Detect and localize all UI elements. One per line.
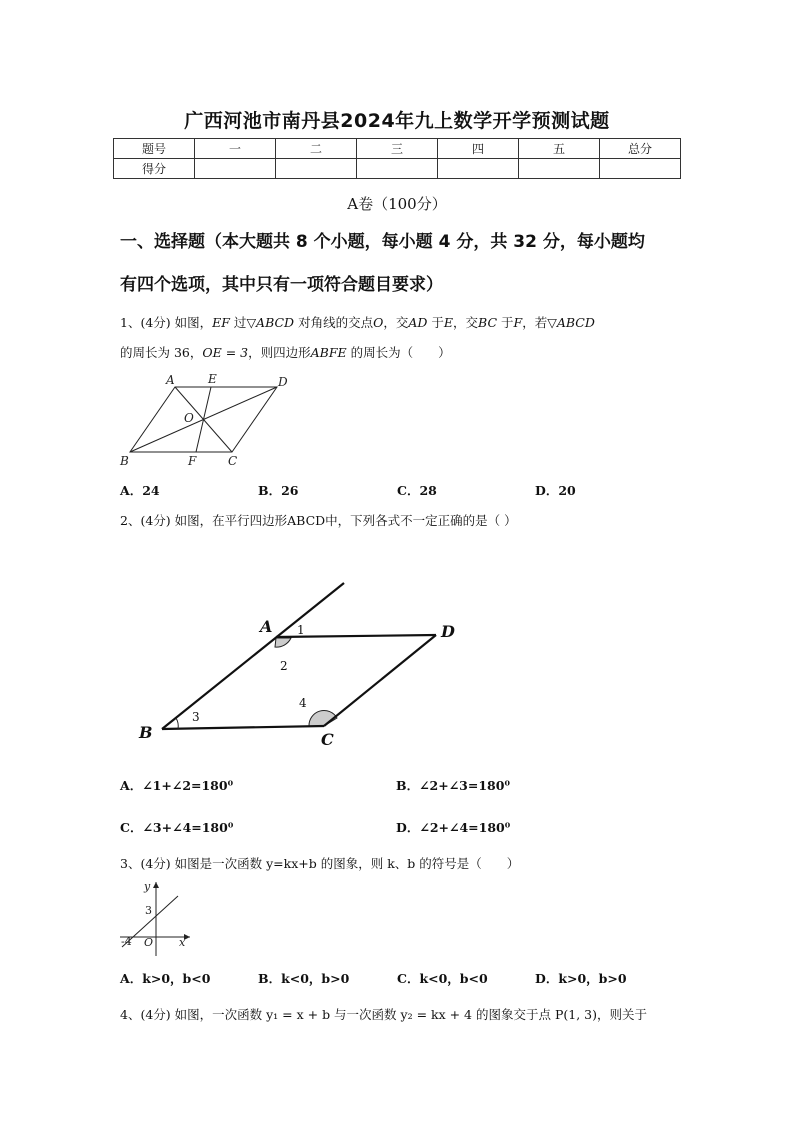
q2-label-c: C (321, 730, 334, 749)
q4-text: 4、(4分) 如图，一次函数 y₁ = x + b 与一次函数 y₂ = kx + 4 的图象交于点 P(1, 3)，则关于 (120, 1007, 647, 1022)
score-cell (438, 159, 519, 179)
q2-angle-1: 1 (297, 623, 305, 637)
score-row-label: 得分 (114, 159, 195, 179)
q3-intercept-3: 3 (145, 904, 152, 917)
score-header-cell: 二 (276, 139, 357, 159)
section-heading-line2: 有四个选项，其中只有一项符合题目要求） (120, 275, 443, 295)
score-header-cell: 四 (438, 139, 519, 159)
q3-option-a[interactable]: A．k>0，b<0 (120, 971, 211, 986)
q1-label-c: C (228, 454, 238, 468)
q1-label-d: D (278, 375, 288, 389)
q2-option-a[interactable]: A．∠1+∠2=180⁰ (120, 778, 234, 793)
q1-label-e: E (208, 372, 217, 386)
q2-angle-4: 4 (299, 696, 307, 710)
q2-label-d: D (441, 622, 455, 641)
q2-option-c[interactable]: C．∠3+∠4=180⁰ (120, 820, 234, 835)
score-cell (357, 159, 438, 179)
section-heading-line1: 一、选择题（本大题共 8 个小题，每小题 4 分，共 32 分，每小题均 (120, 232, 645, 252)
q1-line2: 的周长为 36，OE = 3，则四边形ABFE 的周长为（ ） (120, 345, 451, 360)
q1-option-c[interactable]: C．28 (397, 483, 437, 498)
q2-option-b[interactable]: B．∠2+∠3=180⁰ (396, 778, 510, 793)
score-table-score-row (114, 159, 681, 179)
q2-angle-3: 3 (192, 710, 200, 724)
q2-text: 2、(4分) 如图，在平行四边形ABCD中，下列各式不一定正确的是（ ） (120, 513, 517, 528)
score-header-cell: 五 (519, 139, 600, 159)
q2-label-b: B (139, 723, 153, 742)
page-title: 广西河池市南丹县2024年九上数学开学预测试题 (184, 110, 610, 132)
q1-label-f: F (188, 454, 197, 468)
q1-option-d[interactable]: D．20 (535, 483, 576, 498)
score-cell (600, 159, 681, 179)
q1-label-a: A (166, 373, 175, 387)
q1-label-b: B (120, 454, 129, 468)
q3-linear-graph-figure (118, 876, 198, 958)
score-header-cell: 一 (195, 139, 276, 159)
score-header-cell: 总分 (600, 139, 681, 159)
q2-label-a: A (260, 617, 273, 636)
q3-option-b[interactable]: B．k<0，b>0 (258, 971, 350, 986)
q1-option-b[interactable]: B．26 (258, 483, 299, 498)
score-table (113, 138, 681, 179)
q1-label-o: O (184, 411, 194, 425)
q2-parallelogram-figure (130, 575, 470, 755)
q1-option-a[interactable]: A．24 (120, 483, 160, 498)
q3-option-c[interactable]: C．k<0，b<0 (397, 971, 488, 986)
q2-option-d[interactable]: D．∠2+∠4=180⁰ (396, 820, 511, 835)
score-cell (195, 159, 276, 179)
q1-line1: 1、(4分) 如图，EF 过▽ABCD 对角线的交点O，交AD 于E，交BC 于F，若▽ABCD (120, 315, 595, 330)
q3-origin-o: O (144, 936, 154, 949)
score-header-cell: 题号 (114, 139, 195, 159)
paper-part-heading: A卷（100分） (347, 195, 447, 213)
q3-text: 3、(4分) 如图是一次函数 y=kx+b 的图象，则 k、b 的符号是（ ） (120, 856, 520, 871)
score-cell (519, 159, 600, 179)
q3-option-d[interactable]: D．k>0，b>0 (535, 971, 627, 986)
q3-axis-x: x (179, 936, 186, 949)
score-header-cell: 三 (357, 139, 438, 159)
q2-angle-2: 2 (280, 659, 288, 673)
q3-intercept-neg4: -4 (121, 935, 132, 948)
score-table-header-row (114, 139, 681, 159)
score-cell (276, 159, 357, 179)
q1-parallelogram-figure (112, 370, 302, 470)
q3-axis-y: y (144, 880, 151, 893)
